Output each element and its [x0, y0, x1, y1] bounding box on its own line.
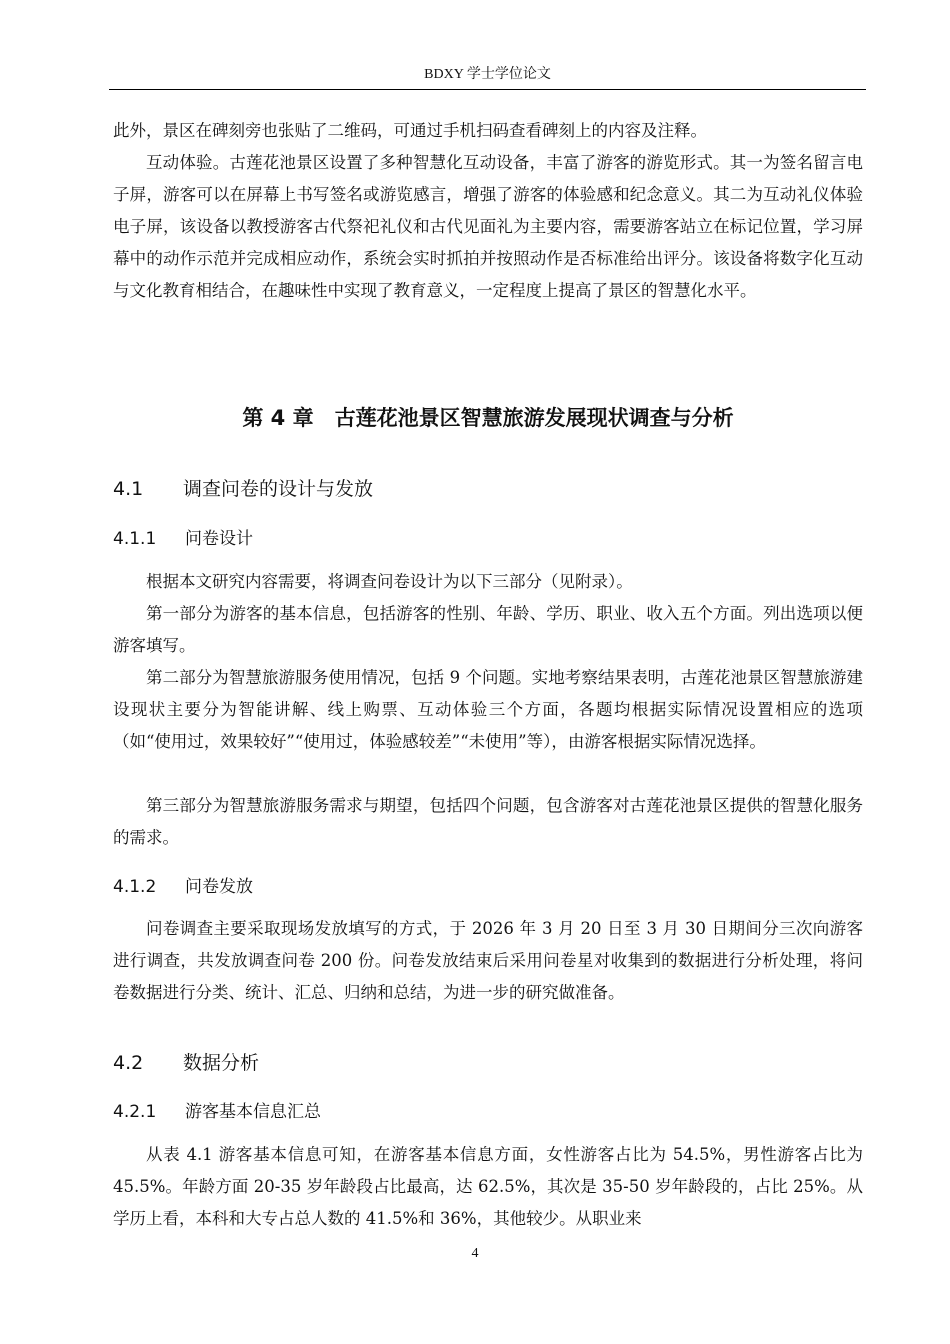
body-paragraph: 根据本文研究内容需要，将调查问卷设计为以下三部分（见附录）。 [146, 572, 633, 591]
subsection-number: 4.1.1 [113, 529, 157, 549]
subsection-title: 游客基本信息汇总 [185, 1102, 321, 1122]
header-divider [109, 89, 866, 90]
running-header: BDXY 学士学位论文 [424, 67, 551, 82]
subsection-title: 问卷设计 [185, 529, 253, 549]
body-paragraph: 互动体验。古莲花池景区设置了多种智慧化互动设备，丰富了游客的游览形式。其一为签名留言电子屏，游客可以在屏幕上书写签名或游览感言，增强了游客的体验感和纪念意义。其二为互动礼仪体验电子屏，该设备以教授游客古代祭祀礼仪和古代见面礼为主要内容，需要游客站立在标记位置，学习屏幕中的动作示范并完成相应动作，系统会实时抓拍并按照动作是否标准给出评分。该设备将数字化互动与文化教育相结合，在趣味性中实现了教育意义，一定程度上提高了景区的智慧化水平。 [113, 153, 863, 300]
chapter-title: 第 4 章 古莲花池景区智慧旅游发展现状调查与分析 [242, 406, 734, 430]
section-number: 4.2 [113, 1052, 144, 1074]
section-title: 调查问卷的设计与发放 [183, 478, 374, 500]
subsection-number: 4.2.1 [113, 1102, 157, 1122]
section-title: 数据分析 [183, 1052, 260, 1074]
subsection-number: 4.1.2 [113, 877, 157, 897]
subsection-title: 问卷发放 [185, 877, 253, 897]
page-number: 4 [471, 1246, 479, 1261]
subsection-heading-4-1-1 [113, 525, 253, 553]
body-paragraph: 第二部分为智慧旅游服务使用情况，包括 9 个问题。实地考察结果表明，古莲花池景区智慧旅游建设现状主要分为智能讲解、线上购票、互动体验三个方面，各题均根据实际情况设置相应的选项（如“使用过，效果较好”“使用过，体验感较差”“未使用”等），由游客根据实际情况选择。 [113, 668, 863, 751]
body-paragraph: 此外，景区在碑刻旁也张贴了二维码，可通过手机扫码查看碑刻上的内容及注释。 [113, 121, 707, 140]
subsection-heading-4-2-1 [113, 1098, 321, 1126]
body-paragraph: 第一部分为游客的基本信息，包括游客的性别、年龄、学历、职业、收入五个方面。列出选项以便游客填写。 [113, 604, 863, 655]
body-paragraph: 问卷调查主要采取现场发放填写的方式，于 2026 年 3 月 20 日至 3 月 30 日期间分三次向游客进行调查，共发放调查问卷 200 份。问卷发放结束后采用问卷星对收集到的数据进行分析处理，将问卷数据进行分类、统计、汇总、归纳和总结，为进一步的研究做准备。 [113, 919, 863, 1002]
section-number: 4.1 [113, 478, 144, 500]
section-heading-4-1 [113, 474, 373, 504]
body-paragraph: 从表 4.1 游客基本信息可知，在游客基本信息方面，女性游客占比为 54.5%，男性游客占比为 45.5%。年龄方面 20-35 岁年龄段占比最高，达 62.5%，其次是 35-50 岁年龄段的，占比 25%。从学历上看，本科和大专占总人数的 41.5%和 36%，其他较少。从职业来 [113, 1145, 863, 1228]
section-heading-4-2 [113, 1048, 259, 1078]
subsection-heading-4-1-2 [113, 873, 253, 901]
body-paragraph: 第三部分为智慧旅游服务需求与期望，包括四个问题，包含游客对古莲花池景区提供的智慧化服务的需求。 [113, 796, 863, 847]
